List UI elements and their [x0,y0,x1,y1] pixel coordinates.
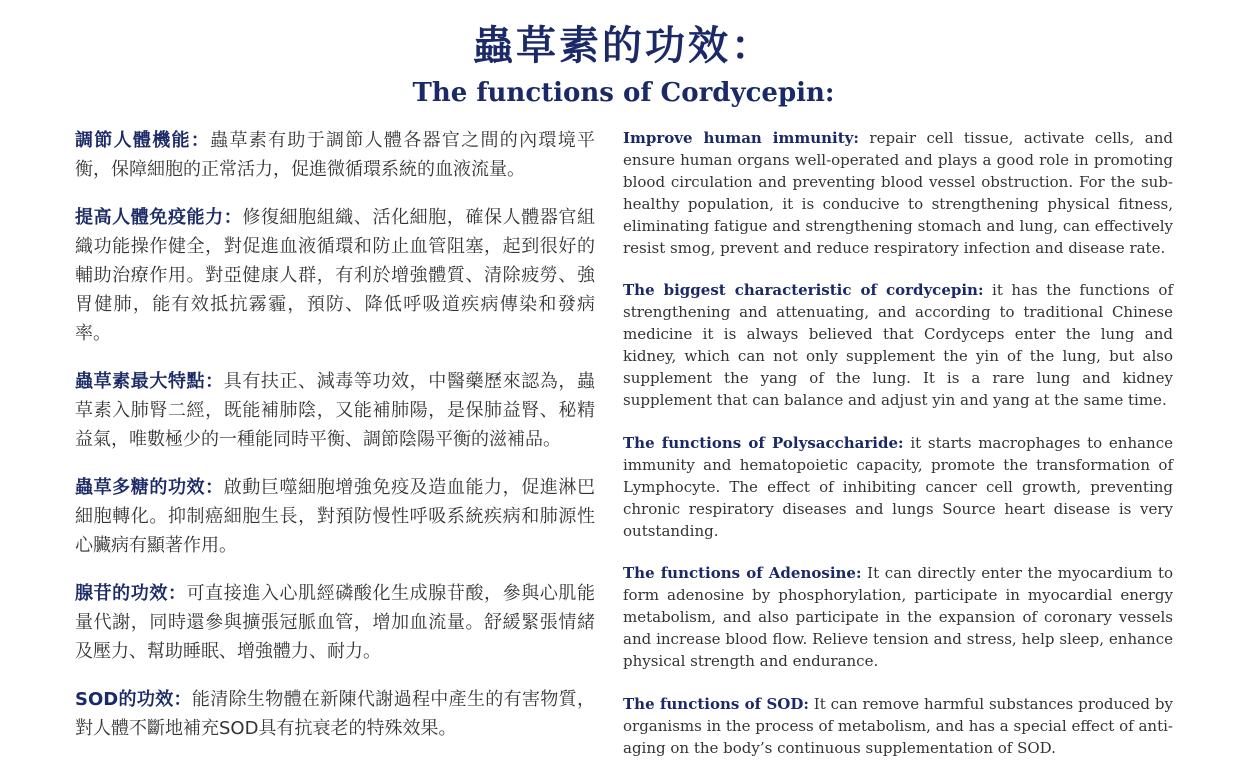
zh-section-heading: SOD的功效： [75,689,192,710]
en-section-body: it starts macrophages to enhance immunity and hematopoietic capacity, promote the transformation of Lymphocyte. The effect of inhibiting cancer cell growth, preventing chronic respiratory diseases and lungs Source heart disease is very outstanding. [623,433,1173,540]
en-section-sod [623,694,1173,760]
en-section-body: It can directly enter the myocardium to form adenosine by phosphorylation, participate in myocardial energy metabolism, and also participate in the expansion of coronary vessels and increase blood flow. Relieve tension and stress, help sleep, enhance physical strength and endurance. [623,564,1174,671]
zh-section-heading: 調節人體機能： [75,130,211,151]
chinese-column [75,126,595,762]
en-section-body: repair cell tissue, activate cells, and ensure human organs well-operated and plays a good role in promoting blood circulation and preventing blood vessel obstruction. For the sub-healthy population, it is conducive to strengthening physical fitness, eliminating fatigue and strengthening stomach and lung, can effectively resist smog, prevent and reduce respiratory infection and disease rate. [623,129,1173,257]
en-section-heading: The functions of Polysaccharide: [623,433,904,452]
zh-section-characteristic [75,367,595,454]
zh-section-body: 修復細胞組織、活化細胞，確保人體器官組織功能操作健全，對促進血液循環和防止血管阻塞，起到很好的輔助治療作用。對亞健康人群，有利於增強體質、清除疲勞、強胃健肺，能有效抵抗霧霾，預防、降低呼吸道疾病傳染和發病率。 [75,207,596,344]
page-title-english: The functions of Cordycepin: [412,78,835,108]
zh-section-body: 能清除生物體在新陳代謝過程中產生的有害物質，對人體不斷地補充SOD具有抗衰老的特殊效果。 [75,689,595,739]
zh-section-body: 蟲草素有助于調節人體各器官之間的內環境平衡，保障細胞的正常活力，促進微循環系統的血液流量。 [75,130,596,180]
zh-section-immunity [75,203,595,348]
en-section-heading: Improve human immunity: [623,129,859,147]
zh-section-polysaccharide [75,473,595,560]
zh-section-adenosine [75,579,595,666]
en-section-adenosine [623,563,1173,673]
zh-section-heading: 蟲草多糖的功效： [75,477,224,498]
en-section-body: it has the functions of strengthening and attenuating, and according to traditional Chinese medicine it is always believed that Cordyceps enter the lung and kidney, which can not only supplement the yin of the lung, but also supplement the yang of the lung. It is a rare lung and kidney supplement that can balance and adjust yin and yang at the same time. [623,281,1173,409]
zh-section-heading: 蟲草素最大特點： [75,371,224,392]
zh-section-body: 啟動巨噬細胞增強免疫及造血能力，促進淋巴細胞轉化。抑制癌細胞生長，對預防慢性呼吸系統疾病和肺源性心臟病有顯著作用。 [75,477,596,556]
en-section-polysaccharide [623,433,1173,543]
en-section-heading: The functions of Adenosine: [623,564,862,583]
en-section-body: It can remove harmful substances produced by organisms in the process of metabolism, and has a special effect of anti-aging on the body’s continuous supplementation of SOD. [623,694,1173,757]
en-section-immunity [623,128,1173,259]
zh-section-sod [75,685,595,743]
en-section-heading: The biggest characteristic of cordycepin: [623,281,984,300]
zh-section-regulate [75,126,595,184]
en-section-characteristic [623,280,1173,411]
zh-section-heading: 提高人體免疫能力： [75,207,243,228]
zh-section-body: 可直接進入心肌經磷酸化生成腺苷酸，參與心肌能量代謝，同時還參與擴張冠脈血管，增加血流量。舒緩緊張情緒及壓力、幫助睡眠、增強體力、耐力。 [75,583,596,662]
page-title-chinese: 蟲草素的功效： [473,23,774,69]
zh-section-body: 具有扶正、減毒等功效，中醫藥歷來認為，蟲草素入肺腎二經，既能補肺陰，又能補肺陽，是保肺益腎、秘精益氣，唯數極少的一種能同時平衡、調節陰陽平衡的滋補品。 [75,371,596,450]
english-column [623,128,1173,781]
en-section-heading: The functions of SOD: [623,694,809,713]
zh-section-heading: 腺苷的功效： [75,583,187,604]
